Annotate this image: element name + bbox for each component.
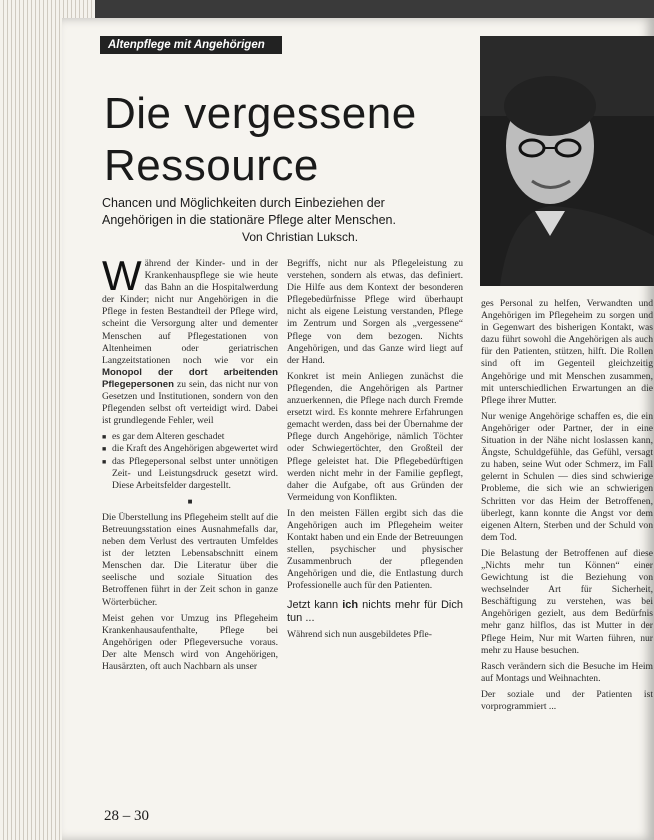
paragraph: Nur wenige Angehörige schaffen es, die ein Angehöriger oder Partner, der in eine Situation in der Nähe nicht loslassen kann, Ängste, Schuldgefühle, das Gefühl, versagt zu haben, seine Wut oder Schmerz, im Fall gelernt in Schulen — dies sind schwierige Probleme, die sich wie an schwierigen Schritten vor das Heim der Betroffenen, überlegt, kann konnte die Angst vor dem eigenen Altern, Sterben und der Schuld von dem Tod. <box>481 410 653 543</box>
bullet-item: ■ die Kraft des Angehörigen abgewertet wird <box>102 443 278 455</box>
author-photo <box>480 36 654 286</box>
page-number: 28 – 30 <box>104 808 149 824</box>
article-column-1 <box>102 252 278 677</box>
article-column-2 <box>287 258 463 645</box>
bullet-item: ■ das Pflegepersonal selbst unter unnötigen Zeit- und Leistungsdruck gesetzt wird. Diese Arbeitsfelder dargestellt. <box>102 456 278 492</box>
subheading: Jetzt kann ich nichts mehr für Dich tun ... <box>287 598 463 624</box>
paragraph: Die Überstellung ins Pflegeheim stellt auf die Betreuungsstation eines Ausnahmefalls dar, neben dem Verlust des vertrauten Umfeldes ist der letzten Lebensabschnitt einem Menschen dar. Die Literatur über die seelische und soziale Situation des Betroffenen führt in der Zeit schon in ganze Wörterbücher. <box>102 511 278 608</box>
article-column-3 <box>481 298 653 717</box>
paragraph: In den meisten Fällen ergibt sich das die Angehörigen auch im Pflegeheim weiter Kontakt haben und ein Ende der Betreuungen stellen, psychischer und physischer Zusammenbruch der pflegenden Angehörigen und die, die Entlastung durch Professionelle auch für den Patienten. <box>287 507 463 592</box>
portrait-image <box>480 36 654 286</box>
section-label: Altenpflege mit Angehörigen <box>100 36 282 54</box>
intro-text: Chancen und Möglichkeiten durch Einbeziehen der Angehörigen in die stationäre Pflege alter Menschen. <box>102 196 396 227</box>
byline: Von Christian Luksch. <box>242 230 359 244</box>
paragraph: Der soziale und der Patienten ist vorprogrammiert ... <box>481 688 653 712</box>
bullet-list <box>102 431 278 491</box>
headline <box>104 88 484 192</box>
headline-line-2: Ressource <box>104 141 319 190</box>
section-separator: ■ <box>187 496 193 506</box>
paragraph: Begriffs, nicht nur als Pflegeleistung zu verstehen, sondern als etwas, das definiert. Die Hilfe aus dem Kontext der besonderen Pflegebedürfnisse Pflege wird überhaupt nicht als eigene Leistung verstanden, Pflege im Zentrum und Sorgen als „vergessene“ Pflege von dem bezogen. Nichts Angehörigen, und das Ganze wird liegt auf der Hand. <box>287 258 463 366</box>
paragraph: Die Belastung der Betroffenen auf diese „Nichts mehr tun Können“ einer Gewichtung ist die Beziehung von wechselnder Art für Sicherheit, Beschäftigung zu verstehen, was bei Angehörigen gezielt, aus dem Bedürfnis mehr ganz hilflos, das ist Mutter in der Pflege Heim, Nur mit Warten führen, nur mehr zu Hause besuchen. <box>481 547 653 656</box>
paragraph-text: ährend der Kinder- und in der Krankenhauspflege sie wie heute das Bahn an die Hospitalwerdung der Kinder; nicht nur Angehörigen in die Pflege in festen Bestandteil der Pflege wird, scheint die Versorgung alter und dementer Menschen auf Pflegestationen von Altenheimen oder geriatrischen Langzeitstationen noch wie vor ein <box>102 258 278 366</box>
drop-cap: W <box>102 252 142 299</box>
paragraph: Meist gehen vor Umzug ins Pflegeheim Krankenhausaufenthalte, Pflege bei Angehörigen oder Pflegeversuche voraus. Der alte Mensch wird von Angehörigen, Hausärzten, oft auch Nachbarn als unser <box>102 612 278 672</box>
bullet-item: ■ es gar dem Alteren geschadet <box>102 431 278 443</box>
paragraph: ges Personal zu helfen, Verwandten und Angehörigen im Pflegeheim zu sorgen und in Gegenwart des bisherigen Kontakt, was dazu führt sowohl die Angehörigen als auch für den Patienten, stützen, hilft. Die Rollen sind oft im Gegenteil gleichzeitig Angehörige und mit Menschen zusammen, mit unterschiedlichen Erwartungen an die Pflege ihrer Mutter. <box>481 298 653 406</box>
headline-line-1: Die vergessene <box>104 89 417 138</box>
paragraph-text: zu sein, das nicht nur von Gesetzen und Institutionen, sondern von den Pflegenden selbst oft verteidigt wird. Dabei ist grundlegende Fehler, weil <box>102 378 278 427</box>
paragraph: Rasch verändern sich die Besuche im Heim auf Montags und Weihnachten. <box>481 660 653 684</box>
paragraph <box>102 252 278 427</box>
emphasis-text: Monopol der dort arbeitenden Pflegepersonen <box>102 366 278 390</box>
paragraph: Konkret ist mein Anliegen zunächst die Pflegenden, die Angehörigen als Partner anzuerkennen, die Pflege nach durch Fremde ersetzt wird. Es konnte mehrere Erfahrungen gemacht werden, dass bei der Übernahme der Pflege durch Angehörige, nämlich Töchter oder Schwiegertöchter, den Großteil der Pflege geleistet hat. Die Pflegebedürftigen werden nicht mehr in der Familie gepflegt, daher die Aufgabe, oft aus Gründen der Vermeidung von Konflikten. <box>287 370 463 503</box>
paragraph: Während sich nun ausgebildetes Pfle- <box>287 628 432 640</box>
